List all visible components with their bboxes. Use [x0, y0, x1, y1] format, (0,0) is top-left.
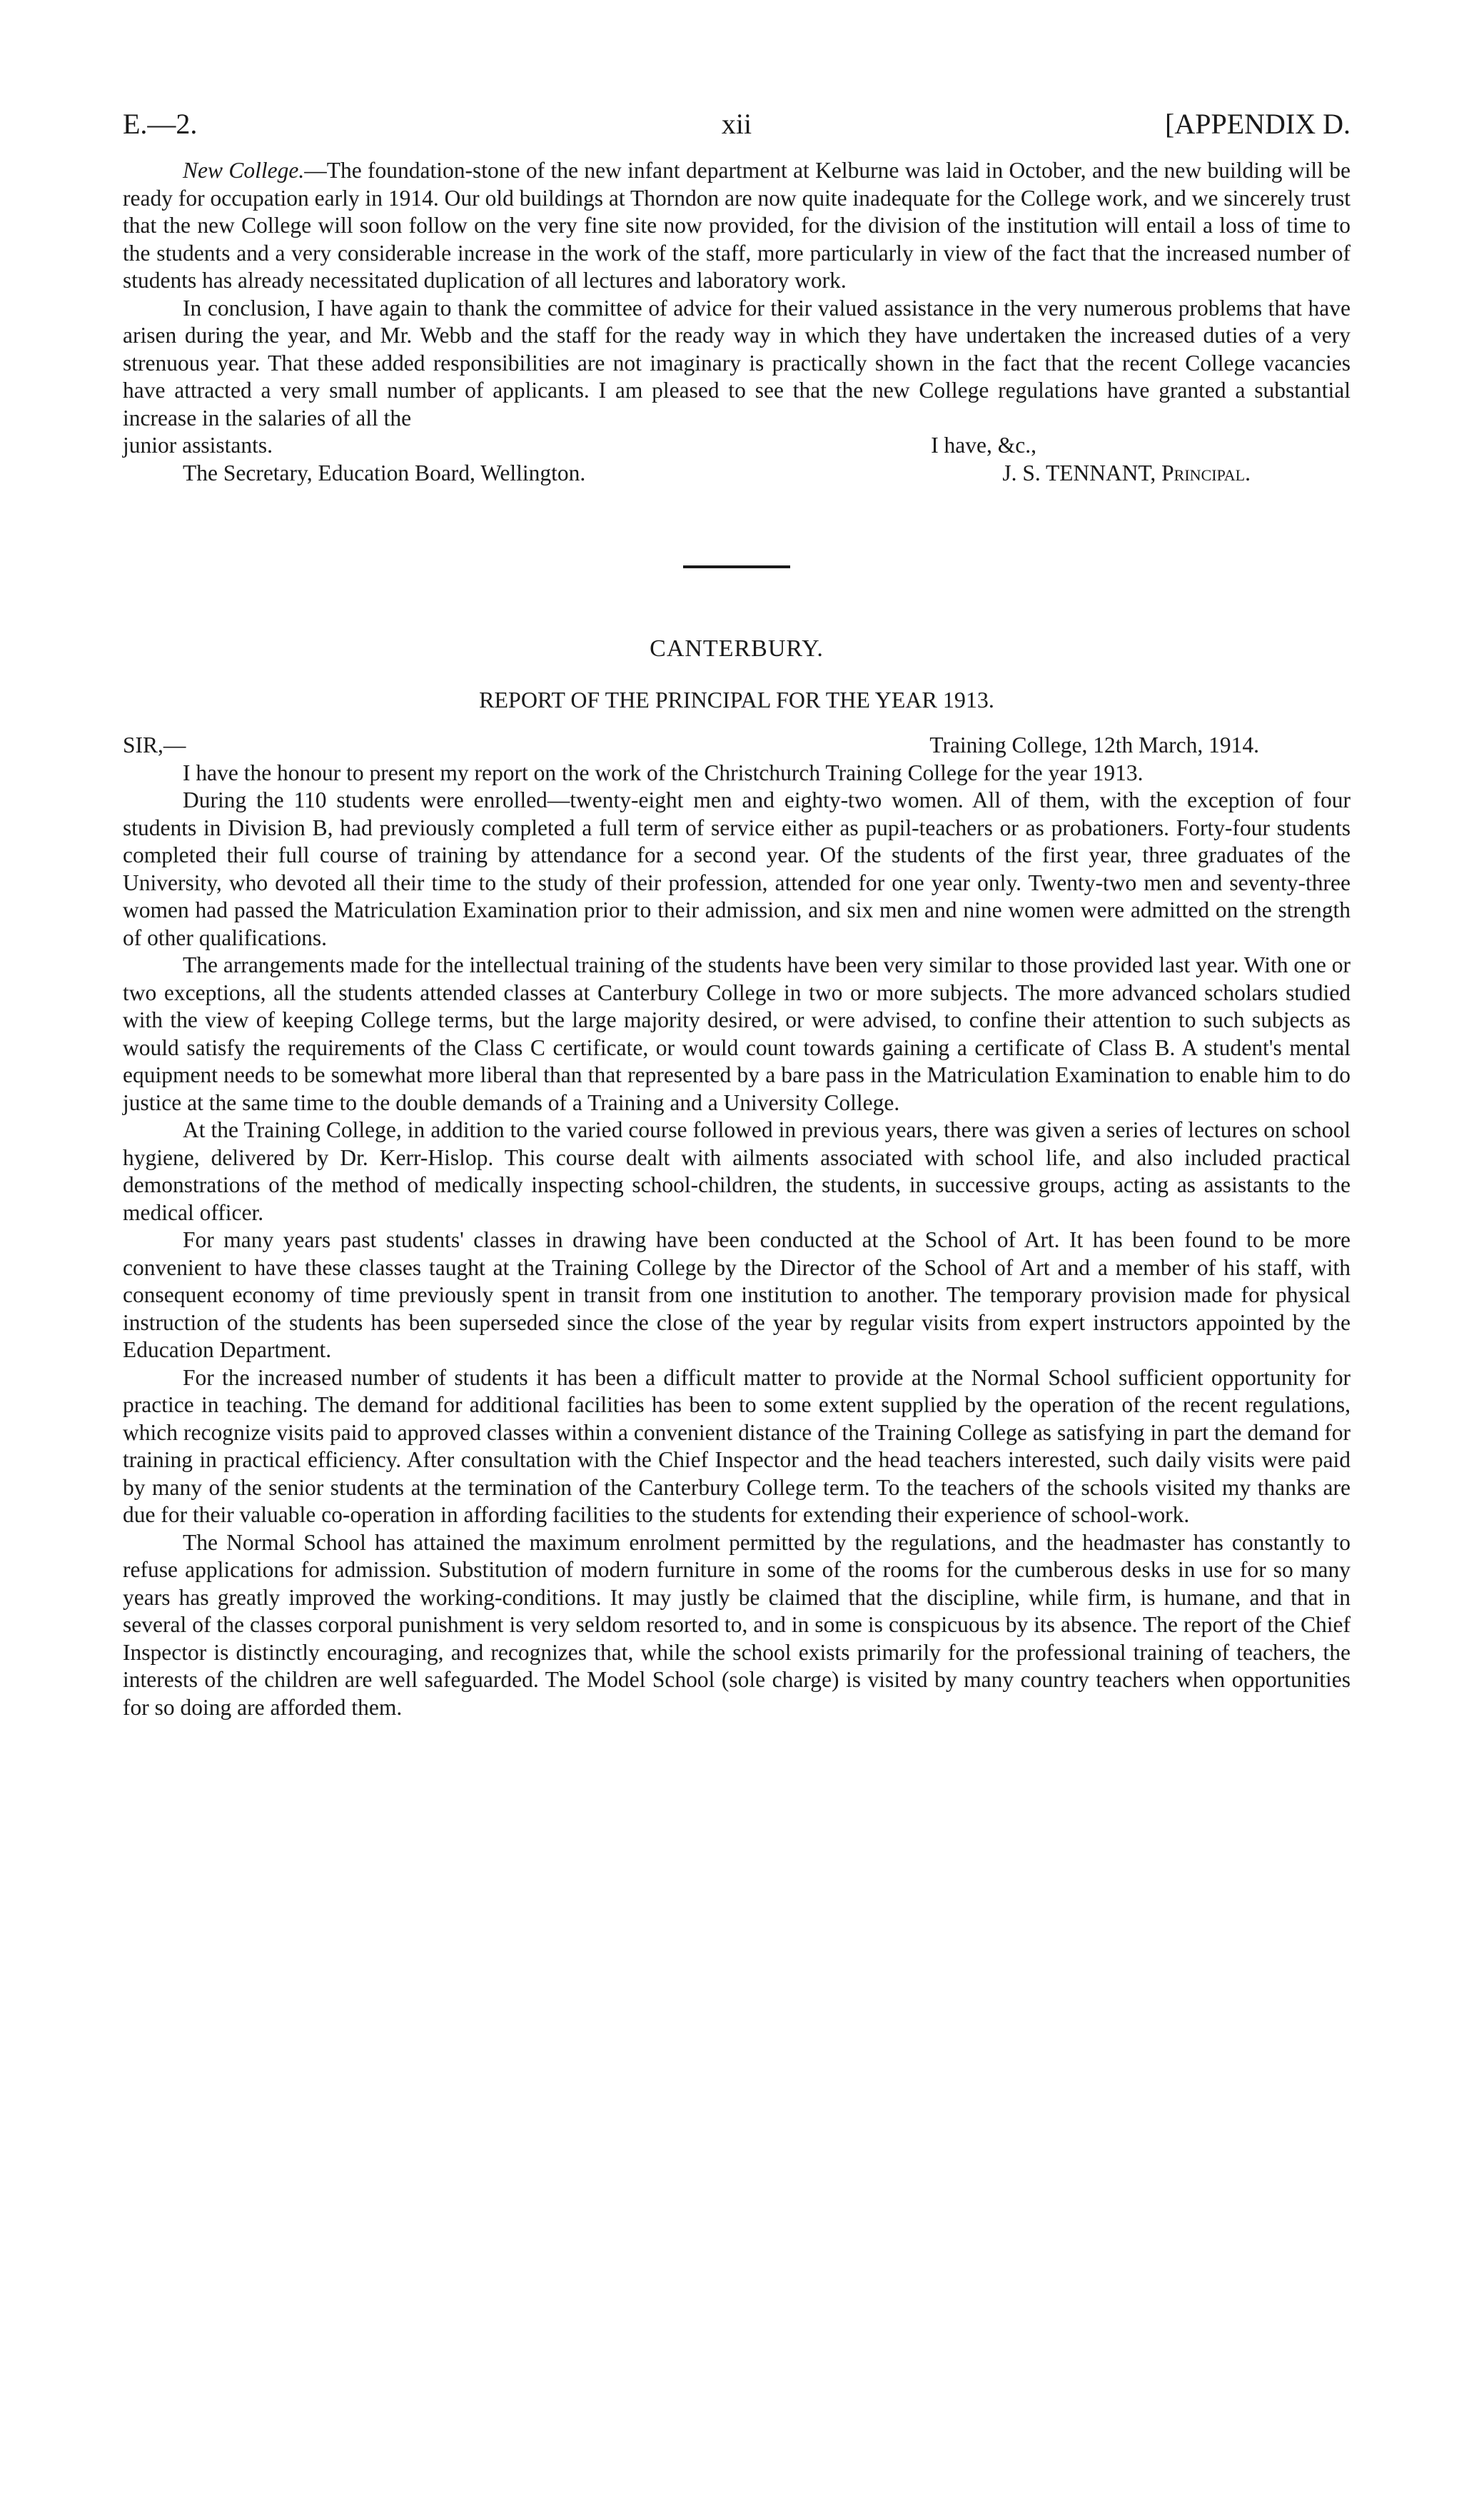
closing-left: junior assistants.: [123, 433, 273, 458]
header-appendix-label: [APPENDIX D.: [1165, 108, 1351, 140]
section-heading: CANTERBURY.: [650, 635, 824, 662]
new-college-paragraph-1: [123, 157, 1351, 295]
signature: J. S. TENNANT, Principal.: [1002, 460, 1251, 485]
document-page: [123, 100, 1351, 1721]
new-college-paragraph-1-text: —The foundation-stone of the new infant department at Kelburne was laid in October, and the new building will be ready for occupation early in 1914. Our old buildings at Thorndon are now quite inadequate for the College work, and we sincerely trust that the new College will soon follow on the very fine site now provided, for the division of the institution will entail a loss of time to the students and a very considerable increase in the work of the staff, more particularly in view of the fact that the increased number of students has already necessitated duplication of all lectures and laboratory work.: [123, 158, 1351, 293]
salutation-line: [123, 732, 1351, 760]
addressee: The Secretary, Education Board, Wellington.: [183, 460, 586, 485]
report-paragraph-3: The arrangements made for the intellectual training of the students have been very similar to those provided last year. With one or two exceptions, all the students attended classes at Canterbury College in two or more subjects. The more advanced scholars studied with the view of keeping College terms, but the large majority desired, or were advised, to confine their attention to such subjects as would satisfy the requirements of the Class C certificate, or would count towards gaining a certificate of Class B. A student's mental equipment needs to be somewhat more liberal than that represented by a bare pass in the Matriculation Examination to enable him to do justice at the same time to the double demands of a Training and a University College.: [123, 952, 1351, 1115]
section-divider: [683, 565, 790, 568]
closing-right: I have, &c.,: [931, 433, 1036, 458]
new-college-paragraph-2: In conclusion, I have again to thank the committee of advice for their valued assistance in the very numerous problems that have arisen during the year, and Mr. Webb and the staff for the ready way in which they have undertaken the increased duties of a very strenuous year. That these added responsibilities are not imaginary is practically shown in the fact that the recent College vacancies have attracted a very small number of applicants. I am pleased to see that the new College regulations have granted a substantial increase in the salaries of all the: [123, 295, 1351, 430]
closing-line: [123, 432, 1351, 460]
report-paragraph-5: For many years past students' classes in drawing have been conducted at the School of Art. It has been found to be more convenient to have these classes taught at the Training College by the Director of the School of Art and a member of his staff, with consequent economy of time previously spent in transit from one institution to another. The temporary provision made for physical instruction of the students has been superseded since the close of the year by regular visits from expert instructors appointed by the Education Department.: [123, 1227, 1351, 1362]
report-subheading: REPORT OF THE PRINCIPAL FOR THE YEAR 1913.: [479, 687, 994, 712]
report-paragraph-4: At the Training College, in addition to the varied course followed in previous years, there was given a series of lectures on school hygiene, delivered by Dr. Kerr-Hislop. This course dealt with ailments associated with school life, and also included practical demonstrations of the method of medically inspecting school-children, the students, in successive groups, acting as assistants to the medical officer.: [123, 1117, 1351, 1225]
canterbury-section: [123, 635, 1351, 1721]
new-college-section: [123, 157, 1351, 487]
signature-line: [123, 460, 1351, 488]
dateline: Training College, 12th March, 1914.: [929, 732, 1259, 757]
report-paragraph-6: For the increased number of students it has been a difficult matter to provide at the Normal School sufficient opportunity for practice in teaching. The demand for additional facilities has been to some extent supplied by the operation of the recent regulations, which recognize visits paid to approved classes within a convenient distance of the Training College as satisfying in part the demand for training in practical efficiency. After consultation with the Chief Inspector and the head teachers interested, such daily visits were paid by many of the senior students at the termination of the Canterbury College term. To the teachers of the schools visited my thanks are due for their valuable co-operation in affording facilities to the students for extending their experience of school-work.: [123, 1364, 1351, 1527]
header-document-code: E.—2.: [123, 108, 198, 140]
report-paragraph-7: The Normal School has attained the maximum enrolment permitted by the regulations, and the headmaster has constantly to refuse applications for admission. Substitution of modern furniture in some of the rooms for the cumberous desks in use for so many years has greatly improved the working-conditions. It may justly be claimed that the discipline, while firm, is humane, and that in several of the classes corporal punishment is very seldom resorted to, and in some is conspicuous by its absence. The report of the Chief Inspector is distinctly encouraging, and recognizes that, while the school exists primarily for the professional training of teachers, the interests of the children are well safeguarded. The Model School (sole charge) is visited by many country teachers when opportunities for so doing are afforded them.: [123, 1529, 1351, 1720]
page-header: [123, 100, 1351, 157]
salutation: SIR,—: [123, 732, 186, 757]
header-page-number: xii: [721, 108, 752, 140]
report-paragraph-2: During the 110 students were enrolled—twenty-eight men and eighty-two women. All of them, with the exception of four students in Division B, had previously completed a full term of service either as pupil-teachers or as probationers. Forty-four students completed their full course of training by attendance for a second year. Of the students of the first year, three graduates of the University, who devoted all their time to the study of their profession, attended for one year only. Twenty-two men and seventy-three women had passed the Matriculation Examination prior to their admission, and six men and nine women were admitted on the strength of other qualifications.: [123, 787, 1351, 950]
report-paragraph-1: I have the honour to present my report on the work of the Christchurch Training College for the year 1913.: [183, 760, 1144, 785]
new-college-lead: New College.: [183, 158, 305, 183]
